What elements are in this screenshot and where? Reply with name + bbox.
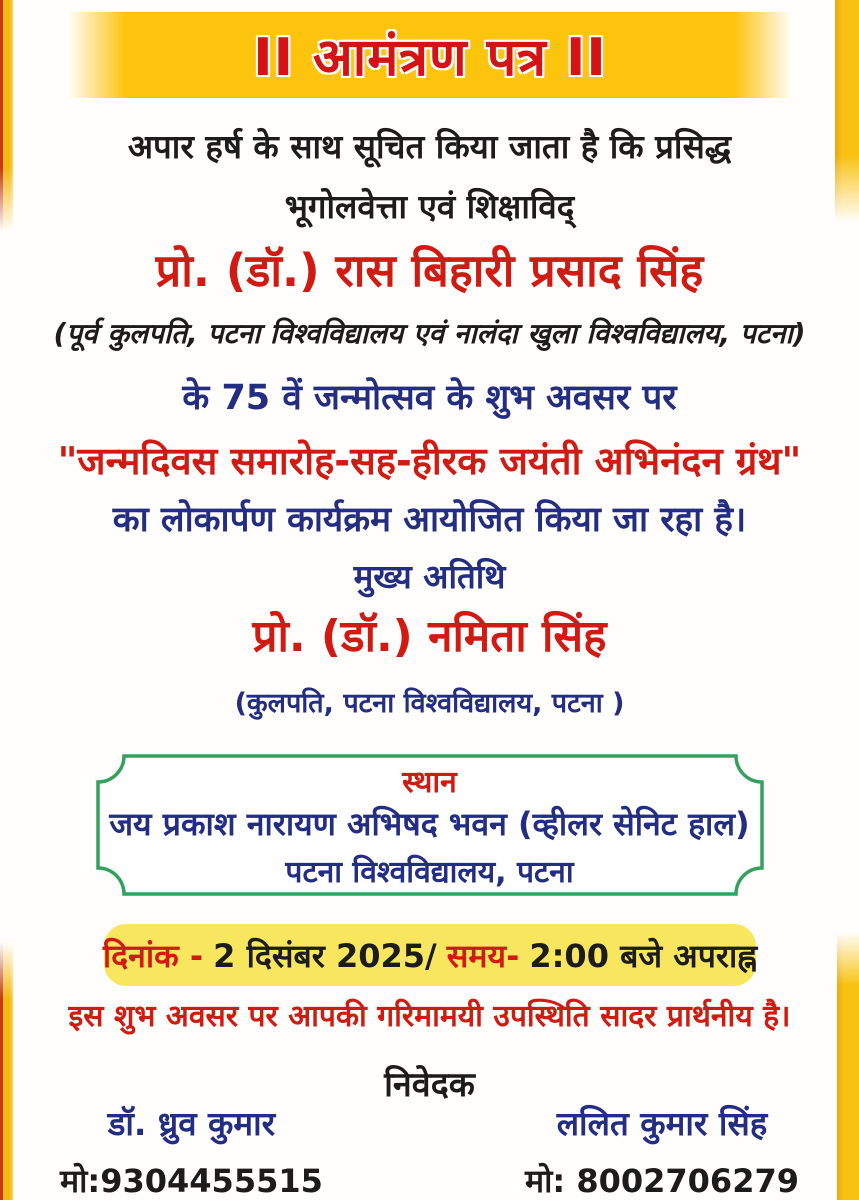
signer-left-name: डॉ. ध्रुव कुमार bbox=[107, 1104, 276, 1143]
venue-line-2: पटना विश्वविद्यालय, पटना bbox=[285, 855, 574, 890]
intro-line-1: अपार हर्ष के साथ सूचित किया जाता है कि प्रसिद्ध bbox=[127, 127, 732, 166]
title-banner bbox=[68, 12, 792, 98]
datetime-pill bbox=[104, 924, 756, 986]
time-label: समय- bbox=[446, 936, 520, 975]
venue-line-1: जय प्रकाश नारायण अभिषद भवन (व्हीलर सेनिट हाल) bbox=[109, 805, 750, 843]
book-title: "जन्मदिवस समारोह-सह-हीरक जयंती अभिनंदन ग्रंथ" bbox=[57, 439, 802, 483]
signer-left bbox=[60, 1100, 323, 1200]
venue-label: स्थान bbox=[402, 765, 457, 800]
signer-right-phone: मो: 8002706279 bbox=[524, 1162, 799, 1200]
request-line: इस शुभ अवसर पर आपकी गरिमामयी उपस्थिति सादर प्रार्थनीय है। bbox=[68, 999, 791, 1034]
date-value: 2 दिसंबर 2025/ bbox=[213, 936, 437, 975]
chief-guest-title: (कुलपति, पटना विश्वविद्यालय, पटना ) bbox=[234, 688, 625, 719]
page-title: II आमंत्रण पत्र II bbox=[253, 27, 607, 88]
signer-right-name: ललित कुमार सिंह bbox=[556, 1104, 768, 1143]
requester-heading: निवेदक bbox=[384, 1065, 475, 1105]
honoree-name: प्रो. (डॉ.) रास बिहारी प्रसाद सिंह bbox=[155, 244, 704, 297]
event-line: का लोकार्पण कार्यक्रम आयोजित किया जा रहा है। bbox=[112, 500, 747, 540]
signers-row bbox=[0, 1100, 859, 1200]
signer-left-phone: मो:9304455515 bbox=[60, 1162, 323, 1200]
chief-guest-name: प्रो. (डॉ.) नमिता सिंह bbox=[252, 611, 607, 662]
signer-right bbox=[525, 1100, 799, 1200]
time-value: 2:00 बजे अपराह्न bbox=[529, 936, 758, 975]
date-label: दिनांक - bbox=[102, 936, 204, 975]
chief-guest-label: मुख्य अतिथि bbox=[353, 557, 506, 596]
occasion-line: के 75 वें जन्मोत्सव के शुभ अवसर पर bbox=[182, 378, 677, 418]
honoree-title: (पूर्व कुलपति, पटना विश्वविद्यालय एवं नालंदा खुला विश्वविद्यालय, पटना) bbox=[53, 317, 806, 350]
intro-line-2: भूगोलवेत्ता एवं शिक्षाविद् bbox=[284, 187, 575, 226]
